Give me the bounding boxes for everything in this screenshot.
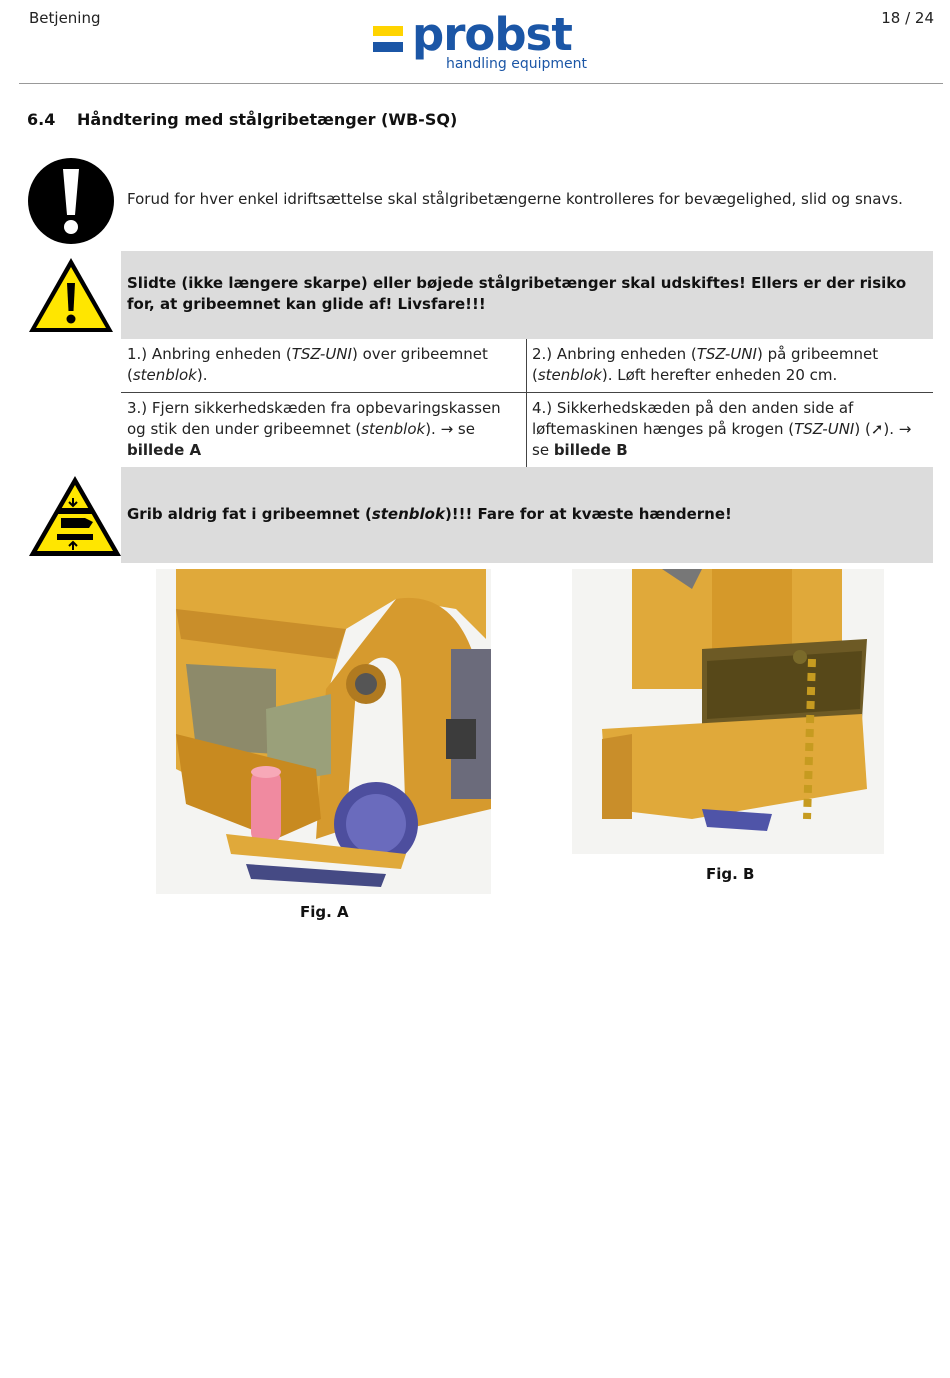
step-1-text-2: ) over gribeemnet ( (127, 345, 488, 384)
step-1-device: TSZ-UNI (291, 345, 352, 363)
figure-a-illustration (156, 569, 491, 894)
table-divider-vertical (526, 339, 527, 467)
step-2 (532, 344, 932, 386)
step-2-text: 2.) Anbring enheden ( (532, 345, 697, 363)
figure-b-illustration (572, 569, 884, 854)
notice-text: Forud for hver enkel idriftsættelse skal stålgribetængerne kontrolleres for bevægelighed, slid og snavs. (127, 190, 903, 208)
logo-wordmark: probst (412, 8, 572, 61)
section-title: Håndtering med stålgribetænger (WB-SQ) (77, 110, 458, 129)
step-1-text: 1.) Anbring enheden ( (127, 345, 292, 363)
hand-crush-warning-icon (27, 474, 123, 558)
header-section-name: Betjening (29, 9, 101, 27)
exclamation-icon (27, 157, 115, 245)
warning-hands-text-2: )!!! Fare for at kvæste hænderne! (444, 505, 732, 523)
step-4 (532, 398, 932, 461)
figure-b-caption: Fig. B (706, 865, 755, 883)
probst-logo (370, 8, 600, 78)
step-2-text-3: ). Løft herefter enheden 20 cm. (601, 366, 838, 384)
step-4-text-2: ) ( (854, 420, 871, 438)
step-3-figure-ref: billede A (127, 441, 202, 459)
step-2-device: TSZ-UNI (696, 345, 757, 363)
section-number: 6.4 (27, 110, 56, 129)
step-3-object: stenblok (361, 420, 426, 438)
step-3-text-2: ). → se (425, 420, 475, 438)
warning-triangle-icon (27, 255, 115, 335)
table-divider-horizontal (121, 392, 933, 393)
steps-table (121, 339, 933, 467)
step-1-object: stenblok (132, 366, 197, 384)
warning-hands-text: Grib aldrig fat i gribeemnet ( (127, 505, 372, 523)
step-2-text-2: ) på gribeemnet ( (532, 345, 879, 384)
step-2-object: stenblok (537, 366, 602, 384)
step-4-text: 4.) Sikkerhedskæden på den anden side af løftemaskinen hænges på krogen ( (532, 399, 854, 438)
warning-hands-object: stenblok (371, 505, 445, 523)
page-number: 18 / 24 (881, 9, 934, 27)
step-4-device: TSZ-UNI (794, 420, 855, 438)
logo-tagline: handling equipment (446, 56, 587, 72)
step-3-text: 3.) Fjern sikkerhedskæden fra opbevaringskassen og stik den under gribeemnet ( (127, 399, 501, 438)
arrow-up-right-icon: ➚ (870, 420, 884, 438)
step-1-text-3: ). (196, 366, 208, 384)
figure-a-caption: Fig. A (300, 903, 349, 921)
step-4-text-3: ). → se (532, 420, 912, 459)
warning-text-hands (127, 505, 732, 523)
logo-yellow-bar (373, 26, 403, 36)
logo-blue-bar (373, 42, 403, 52)
step-3 (127, 398, 522, 461)
step-4-figure-ref: billede B (553, 441, 628, 459)
header-divider (19, 83, 943, 84)
step-1 (127, 344, 522, 386)
warning-text-wear: Slidte (ikke længere skarpe) eller bøjede stålgribetænger skal udskiftes! Ellers er der risiko for, at gribeemnet kan glide af! Livsfare!!! (127, 274, 907, 313)
